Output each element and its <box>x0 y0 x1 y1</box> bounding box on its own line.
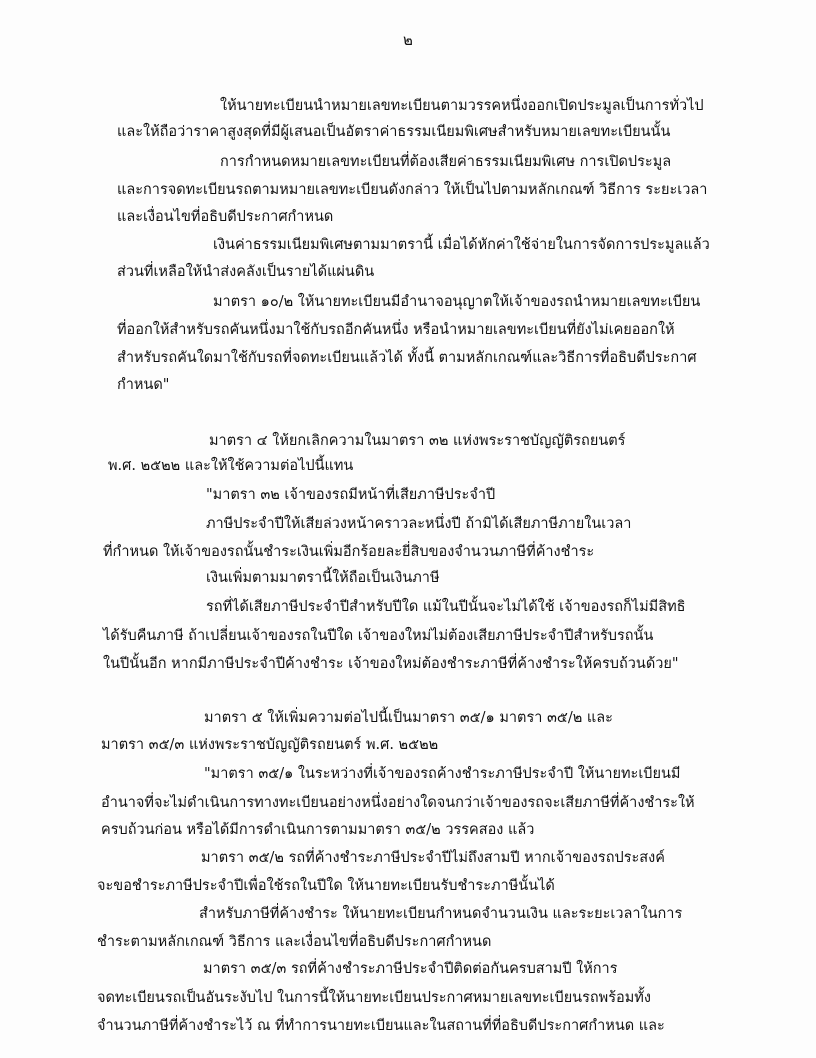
text-line: มาตรา ๓๕/๓ รถที่ค้างชำระภาษีประจำปีติดต่อกันครบสามปี ให้การ <box>203 961 618 977</box>
text-line: "มาตรา ๓๒ เจ้าของรถมีหน้าที่เสียภาษีประจำปี <box>206 487 496 503</box>
text-line: สำหรับรถคันใดมาใช้กับรถที่จดทะเบียนแล้วได้ ทั้งนี้ ตามหลักเกณฑ์และวิธีการที่อธิบดีประกาศ <box>117 350 697 366</box>
text-line: และเงื่อนไขที่อธิบดีประกาศกำหนด <box>117 209 334 225</box>
text-line: รถที่ได้เสียภาษีประจำปีสำหรับปีใด แม้ในปีนั้นจะไม่ได้ใช้ เจ้าของรถก็ไม่มีสิทธิ <box>206 599 686 615</box>
text-line: มาตรา ๑๐/๒ ให้นายทะเบียนมีอำนาจอนุญาตให้เจ้าของรถนำหมายเลขทะเบียน <box>213 294 701 310</box>
page-number: ๒ <box>403 31 413 49</box>
text-line: กำหนด" <box>117 377 170 393</box>
text-line: จะขอชำระภาษีประจำปีเพื่อใช้รถในปีใด ให้นายทะเบียนรับชำระภาษีนั้นได้ <box>97 878 555 894</box>
text-line: ภาษีประจำปีให้เสียล่วงหน้าคราวละหนึ่งปี ถ้ามิได้เสียภาษีภายในเวลา <box>206 516 632 532</box>
text-line: สำหรับภาษีที่ค้างชำระ ให้นายทะเบียนกำหนดจำนวนเงิน และระยะเวลาในการ <box>199 906 683 922</box>
text-line: จำนวนภาษีที่ค้างชำระไว้ ณ ที่ทำการนายทะเบียนและในสถานที่ที่อธิบดีประกาศกำหนด และ <box>97 1018 665 1034</box>
text-line: เงินค่าธรรมเนียมพิเศษตามมาตรานี้ เมื่อได้หักค่าใช้จ่ายในการจัดการประมูลแล้ว <box>213 237 710 253</box>
text-line: ที่กำหนด ให้เจ้าของรถนั้นชำระเงินเพิ่มอีกร้อยละยี่สิบของจำนวนภาษีที่ค้างชำระ <box>103 544 595 560</box>
text-line: อำนาจที่จะไม่ดำเนินการทางทะเบียนอย่างหนึ่งอย่างใดจนกว่าเจ้าของรถจะเสียภาษีที่ค้างชำระให้ <box>101 795 695 811</box>
text-line: และการจดทะเบียนรถตามหมายเลขทะเบียนดังกล่าว ให้เป็นไปตามหลักเกณฑ์ วิธีการ ระยะเวลา <box>117 182 708 198</box>
text-line: มาตรา ๓๕/๒ รถที่ค้างชำระภาษีประจำปีไม่ถึงสามปี หากเจ้าของรถประสงค์ <box>201 850 665 866</box>
text-line: ที่ออกให้สำหรับรถคันหนึ่งมาใช้กับรถอีกคันหนึ่ง หรือนำหมายเลขทะเบียนที่ยังไม่เคยออกให้ <box>117 322 675 338</box>
text-line: ชำระตามหลักเกณฑ์ วิธีการ และเงื่อนไขที่อธิบดีประกาศกำหนด <box>97 934 492 950</box>
text-line: ในปีนั้นอีก หากมีภาษีประจำปีค้างชำระ เจ้าของใหม่ต้องชำระภาษีที่ค้างชำระให้ครบถ้วนด้วย" <box>103 656 679 672</box>
text-line: การกำหนดหมายเลขทะเบียนที่ต้องเสียค่าธรรมเนียมพิเศษ การเปิดประมูล <box>220 154 672 170</box>
text-line: พ.ศ. ๒๕๒๒ และให้ใช้ความต่อไปนี้แทน <box>108 458 354 474</box>
text-line: ส่วนที่เหลือให้นำส่งคลังเป็นรายได้แผ่นดิน <box>117 264 375 280</box>
text-line: "มาตรา ๓๕/๑ ในระหว่างที่เจ้าของรถค้างชำระภาษีประจำปี ให้นายทะเบียนมี <box>204 766 681 782</box>
text-line: มาตรา ๓๕/๓ แห่งพระราชบัญญัติรถยนตร์ พ.ศ. ๒๕๒๒ <box>101 737 439 753</box>
text-line: และให้ถือว่าราคาสูงสุดที่มีผู้เสนอเป็นอัตราค่าธรรมเนียมพิเศษสำหรับหมายเลขทะเบียนนั้น <box>117 124 671 140</box>
text-line: มาตรา ๔ ให้ยกเลิกความในมาตรา ๓๒ แห่งพระราชบัญญัติรถยนตร์ <box>209 433 626 449</box>
text-line: มาตรา ๕ ให้เพิ่มความต่อไปนี้เป็นมาตรา ๓๕/๑ มาตรา ๓๕/๒ และ <box>204 710 613 726</box>
text-line: เงินเพิ่มตามมาตรานี้ให้ถือเป็นเงินภาษี <box>206 570 440 586</box>
text-line: ได้รับคืนภาษี ถ้าเปลี่ยนเจ้าของรถในปีใด เจ้าของใหม่ไม่ต้องเสียภาษีประจำปีสำหรับรถนั้น <box>103 628 654 644</box>
text-line: จดทะเบียนรถเป็นอันระงับไป ในการนี้ให้นายทะเบียนประกาศหมายเลขทะเบียนรถพร้อมทั้ง <box>97 990 651 1006</box>
text-line: ครบถ้วนก่อน หรือได้มีการดำเนินการตามมาตรา ๓๕/๒ วรรคสอง แล้ว <box>101 822 535 838</box>
text-line: ให้นายทะเบียนนำหมายเลขทะเบียนตามวรรคหนึ่งออกเปิดประมูลเป็นการทั่วไป <box>220 98 704 114</box>
